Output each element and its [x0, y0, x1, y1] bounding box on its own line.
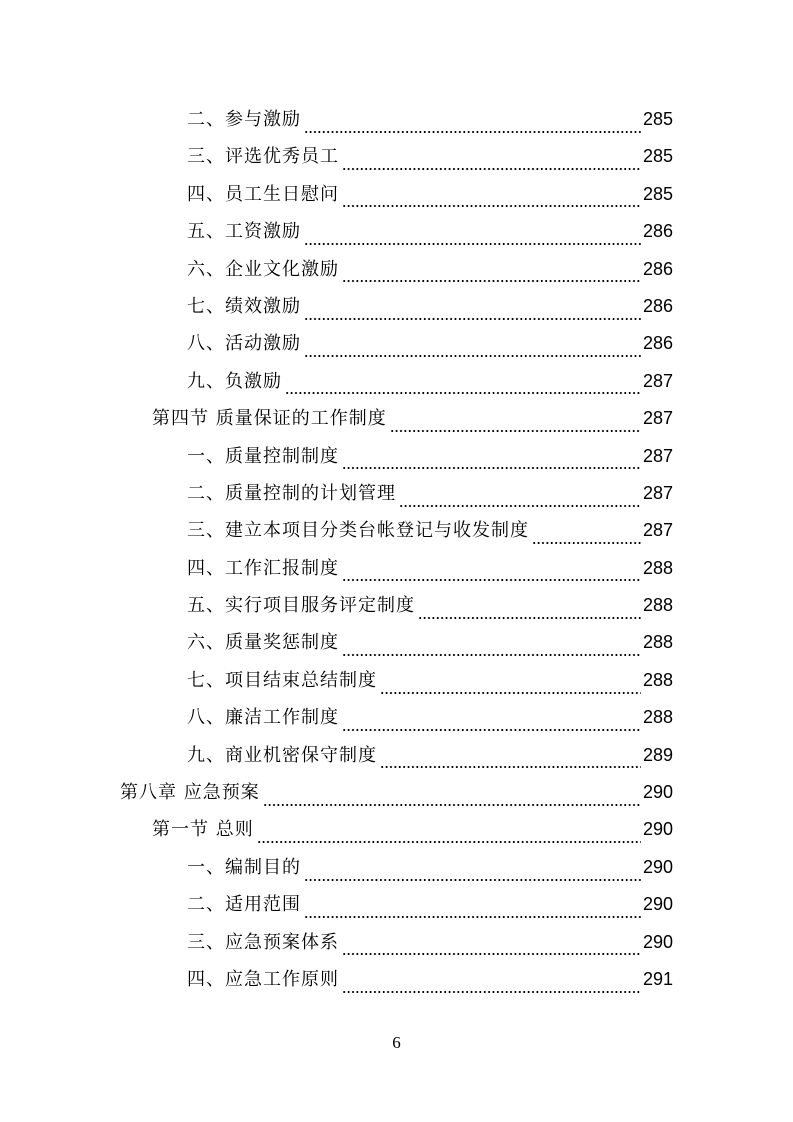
toc-dot-leader [342, 452, 641, 470]
toc-entry-page: 290 [642, 819, 673, 840]
toc-dot-leader [390, 415, 641, 433]
toc-dot-leader [257, 826, 641, 844]
toc-entry-page: 288 [642, 557, 673, 578]
toc-entry-page: 291 [642, 968, 673, 989]
toc-dot-leader [342, 190, 641, 208]
toc-entry-page: 288 [642, 707, 673, 728]
toc-entry-title: 第八章 应急预案 [120, 782, 260, 804]
toc-dot-leader [418, 602, 641, 620]
toc-entry[interactable] [0, 662, 793, 699]
toc-entry[interactable] [0, 924, 793, 961]
toc-entry-title: 二、参与激励 [187, 109, 301, 130]
toc-entry-page: 286 [642, 258, 673, 279]
toc-entry[interactable] [0, 288, 793, 325]
toc-entry-page: 287 [642, 445, 673, 466]
toc-dot-leader [342, 714, 641, 732]
toc-entry-title: 三、评选优秀员工 [187, 146, 339, 168]
toc-dot-leader [285, 377, 641, 395]
toc-dot-leader [380, 751, 641, 769]
toc-entry-title: 九、负激励 [187, 370, 282, 392]
toc-section-entry[interactable] [0, 400, 793, 437]
toc-dot-leader [304, 901, 641, 919]
toc-entry-page: 286 [642, 333, 673, 354]
toc-entry[interactable] [0, 624, 793, 661]
toc-dot-leader [342, 265, 641, 283]
toc-entry[interactable] [0, 475, 793, 512]
toc-entry-page: 286 [642, 295, 673, 316]
toc-entry-title: 四、应急工作原则 [187, 968, 339, 990]
toc-entry-title: 七、项目结束总结制度 [187, 669, 377, 691]
table-of-contents [0, 101, 793, 998]
toc-entry[interactable] [0, 849, 793, 886]
toc-entry-title: 八、活动激励 [187, 333, 301, 355]
toc-entry[interactable] [0, 213, 793, 250]
toc-entry-page: 289 [642, 744, 673, 765]
toc-entry-page: 288 [642, 632, 673, 653]
toc-entry-title: 八、廉洁工作制度 [187, 707, 339, 729]
toc-dot-leader [263, 789, 641, 807]
toc-entry-page: 290 [642, 931, 673, 952]
toc-entry-title: 七、绩效激励 [187, 295, 301, 317]
toc-entry-title: 第一节 总则 [152, 819, 254, 841]
toc-entry-title: 第四节 质量保证的工作制度 [152, 408, 387, 430]
toc-entry-title: 五、工资激励 [187, 221, 301, 243]
toc-entry-title: 三、建立本项目分类台帐登记与收发制度 [187, 520, 529, 542]
toc-entry-title: 一、编制目的 [187, 856, 301, 878]
toc-entry-title: 六、企业文化激励 [187, 258, 339, 280]
toc-entry[interactable] [0, 251, 793, 288]
toc-entry[interactable] [0, 587, 793, 624]
toc-dot-leader [304, 116, 641, 134]
toc-entry-title: 六、质量奖惩制度 [187, 632, 339, 654]
toc-entry-title: 二、适用范围 [187, 894, 301, 916]
toc-entry-title: 九、商业机密保守制度 [187, 744, 377, 766]
toc-entry-page: 287 [642, 408, 673, 429]
toc-entry-title: 四、员工生日慰问 [187, 183, 339, 205]
toc-entry[interactable] [0, 961, 793, 998]
toc-dot-leader [342, 564, 641, 582]
toc-dot-leader [304, 228, 641, 246]
toc-entry[interactable] [0, 699, 793, 736]
toc-entry-page: 288 [642, 669, 673, 690]
toc-entry-page: 285 [642, 146, 673, 167]
page-number: 6 [392, 1033, 401, 1052]
toc-entry-title: 二、质量控制的计划管理 [187, 482, 396, 504]
toc-section-entry[interactable] [0, 811, 793, 848]
toc-entry[interactable] [0, 550, 793, 587]
toc-entry-title: 四、工作汇报制度 [187, 557, 339, 579]
toc-entry[interactable] [0, 737, 793, 774]
toc-entry[interactable] [0, 886, 793, 923]
toc-entry[interactable] [0, 438, 793, 475]
toc-entry[interactable] [0, 101, 793, 138]
toc-entry-page: 290 [642, 856, 673, 877]
toc-dot-leader [342, 938, 641, 956]
toc-entry-page: 285 [642, 183, 673, 204]
toc-entry-title: 五、实行项目服务评定制度 [187, 595, 415, 617]
toc-dot-leader [342, 976, 641, 994]
toc-entry-page: 286 [642, 221, 673, 242]
toc-entry-title: 一、质量控制制度 [187, 445, 339, 467]
toc-entry[interactable] [0, 176, 793, 213]
toc-dot-leader [304, 340, 641, 358]
toc-chapter-entry[interactable] [0, 774, 793, 811]
toc-dot-leader [532, 527, 641, 545]
toc-dot-leader [342, 639, 641, 657]
toc-entry-page: 290 [642, 894, 673, 915]
toc-dot-leader [380, 677, 641, 695]
toc-entry[interactable] [0, 363, 793, 400]
toc-dot-leader [304, 303, 641, 321]
toc-dot-leader [304, 864, 641, 882]
toc-entry-page: 287 [642, 520, 673, 541]
toc-dot-leader [342, 153, 641, 171]
toc-entry-page: 288 [642, 595, 673, 616]
toc-entry-title: 三、应急预案体系 [187, 931, 339, 953]
toc-dot-leader [399, 490, 641, 508]
toc-entry[interactable] [0, 512, 793, 549]
toc-entry-page: 287 [642, 370, 673, 391]
toc-entry-page: 287 [642, 482, 673, 503]
toc-entry[interactable] [0, 138, 793, 175]
toc-entry[interactable] [0, 325, 793, 362]
toc-entry-page: 290 [642, 782, 673, 803]
toc-entry-page: 285 [642, 109, 673, 129]
